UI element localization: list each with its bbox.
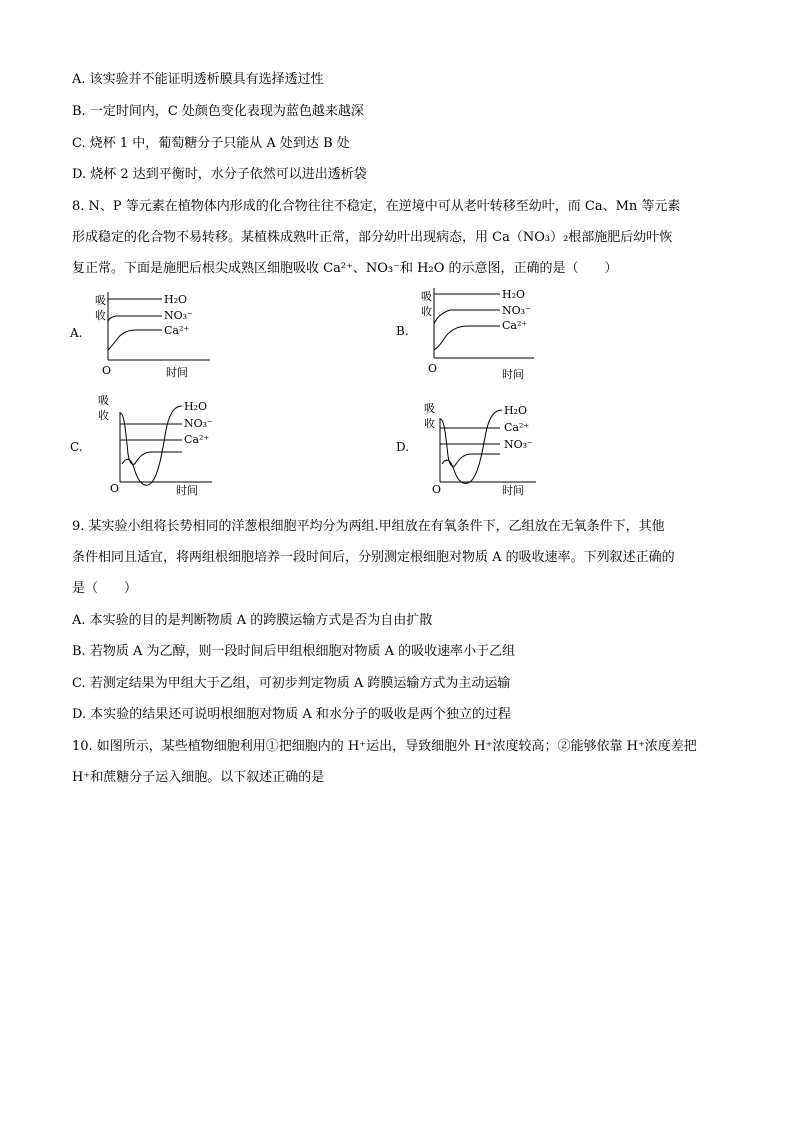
graph-a-no3-label: NO₃⁻ <box>164 309 193 322</box>
graph-b-ylabel-2: 收 <box>421 305 432 318</box>
graph-a-ylabel-1: 吸 <box>95 294 106 307</box>
graph-d-ca-label: Ca²⁺ <box>504 421 530 434</box>
q8-stem-line2: 形成稳定的化合物不易转移。某植株成熟叶正常，部分幼叶出现病态，用 Ca（NO₃）₂根部施肥后幼叶恢 <box>72 230 673 245</box>
q8-stem-line1: 8. N、P 等元素在植物体内形成的化合物往往不稳定，在逆境中可从老叶转移至幼叶，而 Ca、Mn 等元素 <box>72 199 681 214</box>
graph-b-ca-curve <box>434 326 500 350</box>
q8-option-b-label: B. <box>396 324 409 338</box>
graph-d-xlabel: 时间 <box>502 484 524 497</box>
q7-option-c: C. 烧杯 1 中，葡萄糖分子只能从 A 处到达 B 处 <box>72 136 350 151</box>
graph-a <box>90 288 250 383</box>
graph-a-ca-curve <box>108 330 162 350</box>
graph-d-origin: O <box>432 483 442 496</box>
graph-a-h2o-label: H₂O <box>164 293 188 306</box>
q7-option-a: A. 该实验并不能证明透析膜具有选择透过性 <box>72 72 324 87</box>
graph-b-no3-curve <box>434 310 500 324</box>
graph-a-xlabel: 时间 <box>166 366 188 379</box>
q10-stem-line2: H⁺和蔗糖分子运入细胞。以下叙述正确的是 <box>72 770 325 785</box>
q8-option-d-label: D. <box>396 440 410 454</box>
graph-c-ca-label: Ca²⁺ <box>184 433 210 446</box>
graph-c-ylabel-2: 收 <box>98 409 109 422</box>
graph-c-h2o-label: H₂O <box>184 400 208 413</box>
q8-option-a-label: A. <box>70 326 83 340</box>
q9-option-c: C. 若测定结果为甲组大于乙组，可初步判定物质 A 跨膜运输方式为主动运输 <box>72 676 511 691</box>
q8-option-c-label: C. <box>70 440 83 454</box>
graph-c-no3-label: NO₃⁻ <box>184 417 213 430</box>
graph-d-wave-curve <box>442 410 502 484</box>
graph-d-h2o-label: H₂O <box>504 404 528 417</box>
graph-a-ca-label: Ca²⁺ <box>164 324 190 337</box>
q7-option-d: D. 烧杯 2 达到平衡时，水分子依然可以进出透析袋 <box>72 167 367 182</box>
graph-d-no3-label: NO₃⁻ <box>504 438 533 451</box>
graph-d <box>420 398 580 498</box>
q8-stem-line3: 复正常。下面是施肥后根尖成熟区细胞吸收 Ca²⁺、NO₃⁻和 H₂O 的示意图，正确的是（ ） <box>72 261 618 276</box>
q9-option-a: A. 本实验的目的是判断物质 A 的跨膜运输方式是否为自由扩散 <box>72 613 433 628</box>
graph-b-ylabel-1: 吸 <box>421 290 432 303</box>
q9-option-b: B. 若物质 A 为乙醇，则一段时间后甲组根细胞对物质 A 的吸收速率小于乙组 <box>72 644 516 659</box>
graph-c-origin: O <box>110 482 120 495</box>
q9-stem-line1: 9. 某实验小组将长势相同的洋葱根细胞平均分为两组.甲组放在有氧条件下，乙组放在无氧条件下，其他 <box>72 519 665 534</box>
graph-b <box>416 284 576 384</box>
q9-stem-line2: 条件相同且适宜，将两组根细胞培养一段时间后，分别测定根细胞对物质 A 的吸收速率。下列叙述正确的 <box>72 550 675 565</box>
graph-d-h2o-curve <box>440 420 500 467</box>
graph-c-wave-curve <box>122 406 182 485</box>
graph-b-origin: O <box>428 362 438 375</box>
graph-c-xlabel: 时间 <box>176 484 198 497</box>
graph-c-h2o-curve <box>120 414 182 465</box>
q7-option-b: B. 一定时间内，C 处颜色变化表现为蓝色越来越深 <box>72 104 364 119</box>
graph-b-no3-label: NO₃⁻ <box>502 304 531 317</box>
graph-a-no3-curve <box>108 316 162 321</box>
q10-stem-line1: 10. 如图所示，某些植物细胞利用①把细胞内的 H⁺运出，导致细胞外 H⁺浓度较高；②能够依靠 H⁺浓度差把 <box>72 739 697 754</box>
graph-d-ylabel-1: 吸 <box>424 402 435 415</box>
graph-d-ylabel-2: 收 <box>424 417 435 430</box>
graph-c <box>92 394 252 498</box>
graph-a-ylabel-2: 收 <box>95 309 106 322</box>
graph-b-ca-label: Ca²⁺ <box>502 319 528 332</box>
graph-c-ylabel-1: 吸 <box>98 394 109 407</box>
q9-stem-line3: 是（ ） <box>72 581 138 596</box>
q9-option-d: D. 本实验的结果还可说明根细胞对物质 A 和水分子的吸收是两个独立的过程 <box>72 707 511 722</box>
graph-b-xlabel: 时间 <box>502 368 524 381</box>
graph-a-origin: O <box>102 364 112 377</box>
graph-b-h2o-label: H₂O <box>502 288 526 301</box>
